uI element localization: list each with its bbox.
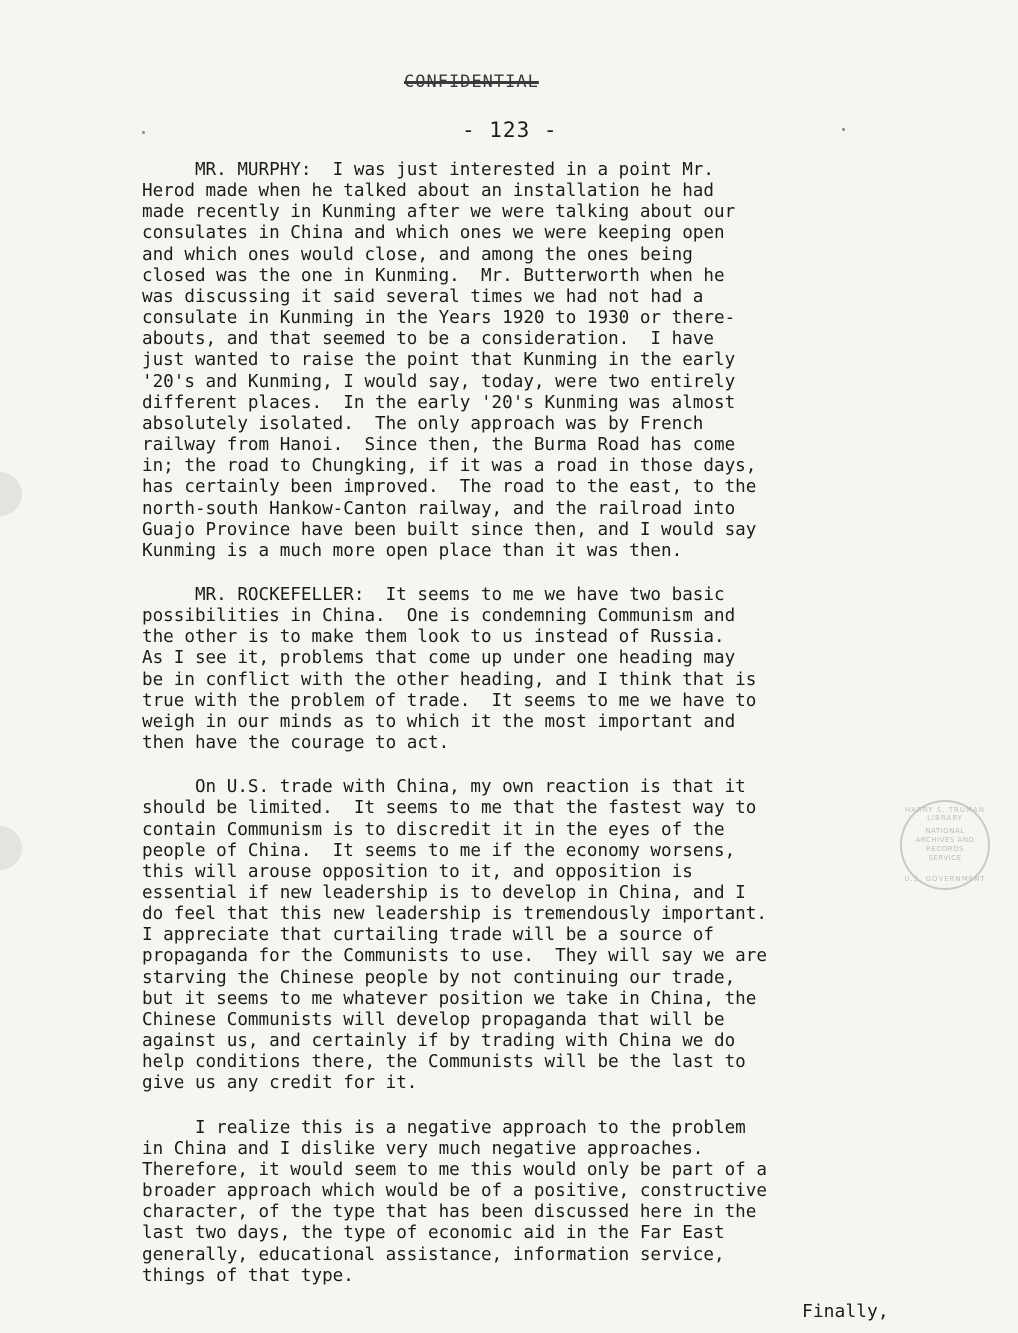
- text-line: On U.S. trade with China, my own reaction is that it: [142, 777, 746, 798]
- text-line: consulates in China and which ones we were keeping open: [142, 223, 725, 244]
- text-line: north-south Hankow-Canton railway, and the railroad into: [142, 498, 736, 519]
- text-line: MR. ROCKEFELLER: It seems to me we have two basic: [142, 584, 725, 605]
- text-line: Guajo Province have been built since then, and I would say: [142, 519, 757, 540]
- text-line: MR. MURPHY: I was just interested in a point Mr.: [142, 160, 714, 180]
- paragraph-rockefeller: [142, 585, 902, 754]
- text-line: and which ones would close, and among the ones being: [142, 244, 693, 265]
- stamp-line: RECORDS: [926, 845, 964, 853]
- text-line: character, of the type that has been discussed here in the: [142, 1202, 757, 1223]
- punch-hole: [0, 472, 22, 516]
- text-line: in; the road to Chungking, if it was a road in those days,: [142, 456, 757, 477]
- text-line: should be limited. It seems to me that the fastest way to: [142, 798, 757, 819]
- archive-stamp: [900, 800, 990, 890]
- text-line: things of that type.: [142, 1265, 354, 1286]
- text-line: generally, educational assistance, information service,: [142, 1244, 725, 1265]
- paragraph-murphy: [142, 160, 902, 562]
- text-line: was discussing it said several times we had not had a: [142, 286, 704, 307]
- text-line: in China and I dislike very much negative approaches.: [142, 1138, 704, 1159]
- text-line: people of China. It seems to me if the economy worsens,: [142, 840, 736, 861]
- text-line: essential if new leadership is to develop in China, and I: [142, 883, 746, 903]
- text-line: then have the courage to act.: [142, 733, 450, 754]
- text-line: I appreciate that curtailing trade will be a source of: [142, 925, 714, 946]
- stamp-center-text: [915, 827, 975, 863]
- text-line: give us any credit for it.: [142, 1073, 418, 1094]
- text-line: help conditions there, the Communists will be the last to: [142, 1052, 746, 1073]
- stamp-bottom-text: U.S. GOVERNMENT: [904, 875, 986, 883]
- text-line: As I see it, problems that come up under one heading may: [142, 648, 736, 669]
- text-line: just wanted to raise the point that Kunming in the early: [142, 350, 736, 371]
- paper-speck: [142, 131, 145, 134]
- text-line: broader approach which would be of a positive, constructive: [142, 1181, 767, 1202]
- text-line: railway from Hanoi. Since then, the Burma Road has come: [142, 435, 736, 456]
- page-number: - 123 -: [462, 118, 558, 142]
- text-line: weigh in our minds as to which it the most important and: [142, 711, 736, 732]
- paragraph-negative-approach: [142, 1118, 902, 1287]
- text-line: contain Communism is to discredit it in the eyes of the: [142, 819, 725, 840]
- punch-hole: [0, 826, 22, 870]
- text-line: possibilities in China. One is condemning Communism and: [142, 606, 736, 627]
- stamp-top-text: HARRY S. TRUMAN LIBRARY: [904, 806, 986, 822]
- text-line: starving the Chinese people by not continuing our trade,: [142, 967, 736, 988]
- stamp-line: SERVICE: [928, 854, 962, 862]
- text-line: Kunming is a much more open place than it was then.: [142, 540, 683, 561]
- text-line: Chinese Communists will develop propaganda that will be: [142, 1009, 725, 1030]
- text-line: has certainly been improved. The road to the east, to the: [142, 477, 757, 498]
- transcript-body: [142, 160, 902, 1310]
- text-line: different places. In the early '20's Kunming was almost: [142, 392, 736, 413]
- classification-header: CONFIDENTIAL: [404, 72, 539, 92]
- text-line: but it seems to me whatever position we take in China, the: [142, 988, 757, 1009]
- text-line: I realize this is a negative approach to the problem: [142, 1117, 746, 1138]
- text-line: propaganda for the Communists to use. They will say we are: [142, 946, 767, 967]
- text-line: last two days, the type of economic aid in the Far East: [142, 1223, 725, 1244]
- text-line: against us, and certainly if by trading with China we do: [142, 1031, 736, 1052]
- continuation-word: Finally,: [802, 1301, 889, 1322]
- text-line: abouts, and that seemed to be a consideration. I have: [142, 329, 714, 350]
- paragraph-trade: [142, 777, 902, 1094]
- text-line: Herod made when he talked about an installation he had: [142, 181, 714, 202]
- stamp-line: ARCHIVES AND: [915, 836, 975, 844]
- text-line: closed was the one in Kunming. Mr. Butterworth when he: [142, 265, 725, 286]
- text-line: consulate in Kunming in the Years 1920 to 1930 or there-: [142, 308, 736, 329]
- text-line: be in conflict with the other heading, and I think that is: [142, 669, 757, 690]
- text-line: do feel that this new leadership is tremendously important.: [142, 904, 767, 925]
- text-line: Therefore, it would seem to me this would only be part of a: [142, 1159, 767, 1180]
- text-line: made recently in Kunming after we were talking about our: [142, 202, 736, 223]
- text-line: absolutely isolated. The only approach was by French: [142, 413, 704, 434]
- paper-speck: [842, 128, 845, 131]
- text-line: true with the problem of trade. It seems to me we have to: [142, 690, 757, 711]
- stamp-line: NATIONAL: [925, 827, 965, 835]
- text-line: this will arouse opposition to it, and opposition is: [142, 861, 693, 882]
- text-line: the other is to make them look to us instead of Russia.: [142, 627, 725, 648]
- text-line: '20's and Kunming, I would say, today, were two entirely: [142, 371, 736, 392]
